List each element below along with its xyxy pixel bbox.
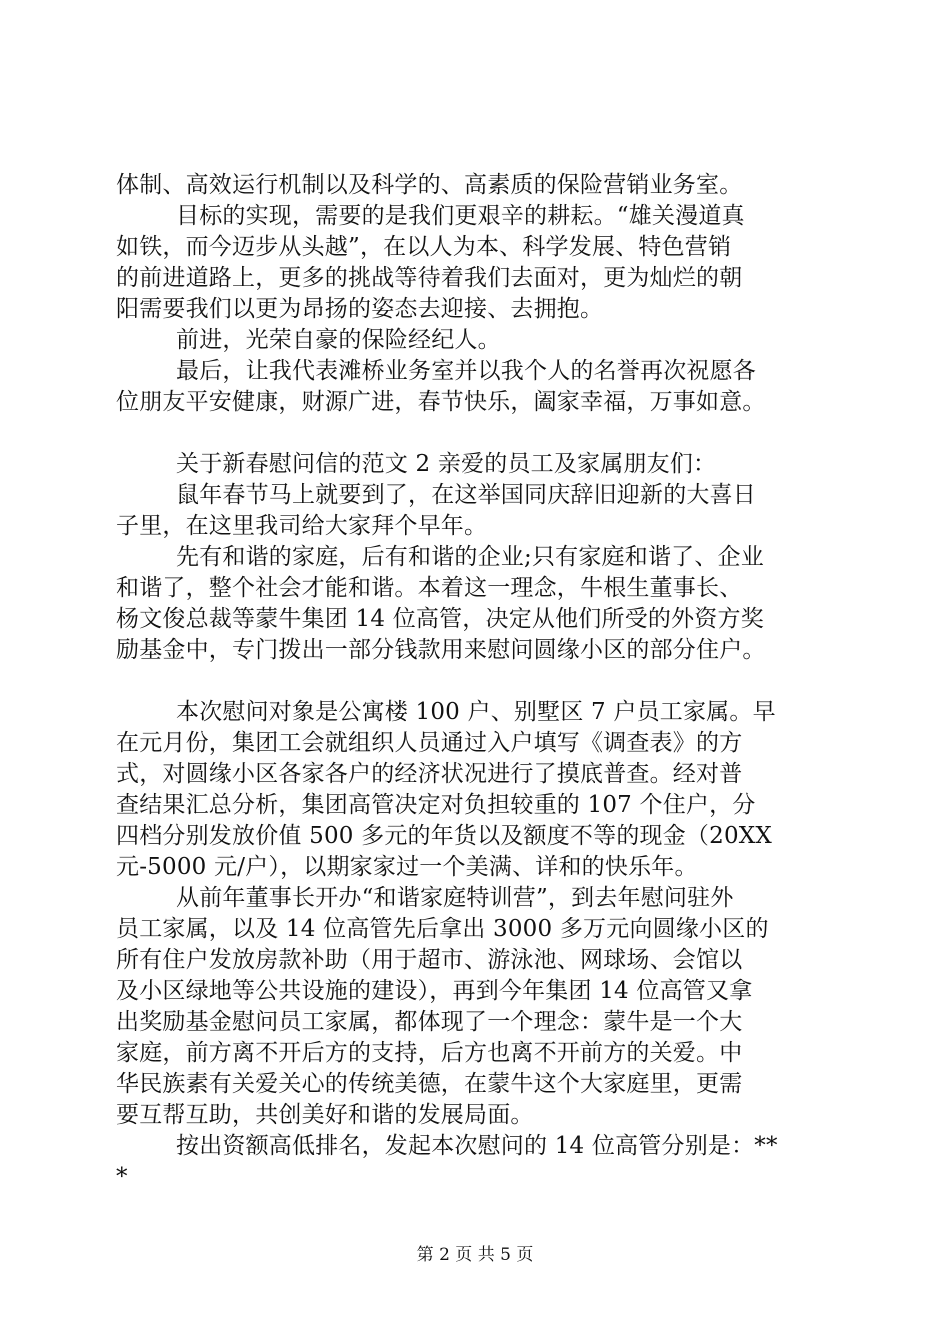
text-line: 目标的实现，需要的是我们更艰辛的耕耘。“雄关漫道真	[176, 203, 745, 229]
document-body	[116, 170, 846, 1193]
page-number: 第 2 页 共 5 页	[416, 1245, 534, 1265]
text-line: 阳需要我们以更为昂扬的姿态去迎接、去拥抱。	[116, 296, 604, 322]
text-line: 和谐了，整个社会才能和谐。本着这一理念，牛根生董事长、	[116, 575, 743, 601]
text-line: 鼠年春节马上就要到了，在这举国同庆辞旧迎新的大喜日	[176, 482, 756, 508]
text-line: 员工家属，以及 14 位高管先后拿出 3000 多万元向圆缘小区的	[116, 916, 769, 942]
text-line: 出奖励基金慰问员工家属，都体现了一个理念：蒙牛是一个大	[116, 1009, 743, 1035]
text-line: 体制、高效运行机制以及科学的、高素质的保险营销业务室。	[116, 172, 743, 198]
text-line: 的前进道路上，更多的挑战等待着我们去面对，更为灿烂的朝	[116, 265, 743, 291]
text-line: 及小区绿地等公共设施的建设），再到今年集团 14 位高管又拿	[116, 978, 753, 1004]
text-line: *	[116, 1164, 128, 1190]
blank-line	[116, 666, 846, 697]
text-line: 前进，光荣自豪的保险经纪人。	[176, 327, 501, 353]
text-line: 从前年董事长开办“和谐家庭特训营”，到去年慰问驻外	[176, 885, 734, 911]
text-line: 四档分别发放价值 500 多元的年货以及额度不等的现金（20XX	[116, 823, 772, 849]
text-line: 在元月份，集团工会就组织人员通过入户填写《调查表》的方	[116, 730, 743, 756]
page-footer	[0, 1244, 950, 1266]
blank-line	[116, 418, 846, 449]
text-line: 要互帮互助，共创美好和谐的发展局面。	[116, 1102, 534, 1128]
text-line: 励基金中，专门拨出一部分钱款用来慰问圆缘小区的部分住户。	[116, 637, 766, 663]
text-line: 位朋友平安健康，财源广进，春节快乐，阖家幸福，万事如意。	[116, 389, 766, 415]
text-line: 查结果汇总分析，集团高管决定对负担较重的 107 个住户，分	[116, 792, 756, 818]
text-line: 本次慰问对象是公寓楼 100 户、别墅区 7 户员工家属。早	[176, 699, 776, 725]
text-line: 最后，让我代表滩桥业务室并以我个人的名誉再次祝愿各	[176, 358, 756, 384]
section-heading: 关于新春慰问信的范文 2 亲爱的员工及家属朋友们：	[176, 451, 717, 477]
text-line: 元-5000 元/户），以期家家过一个美满、详和的快乐年。	[116, 854, 698, 880]
text-line: 所有住户发放房款补助（用于超市、游泳池、网球场、会馆以	[116, 947, 743, 973]
text-line: 杨文俊总裁等蒙牛集团 14 位高管，决定从他们所受的外资方奖	[116, 606, 764, 632]
text-line: 子里，在这里我司给大家拜个早年。	[116, 513, 488, 539]
text-line: 华民族素有关爱关心的传统美德，在蒙牛这个大家庭里，更需	[116, 1071, 743, 1097]
text-line: 式，对圆缘小区各家各户的经济状况进行了摸底普查。经对普	[116, 761, 743, 787]
text-line: 按出资额高低排名，发起本次慰问的 14 位高管分别是：**	[176, 1133, 778, 1159]
text-line: 如铁，而今迈步从头越”，在以人为本、科学发展、特色营销	[116, 234, 732, 260]
text-line: 先有和谐的家庭，后有和谐的企业;只有家庭和谐了、企业	[176, 544, 764, 570]
text-line: 家庭，前方离不开后方的支持，后方也离不开前方的关爱。中	[116, 1040, 743, 1066]
